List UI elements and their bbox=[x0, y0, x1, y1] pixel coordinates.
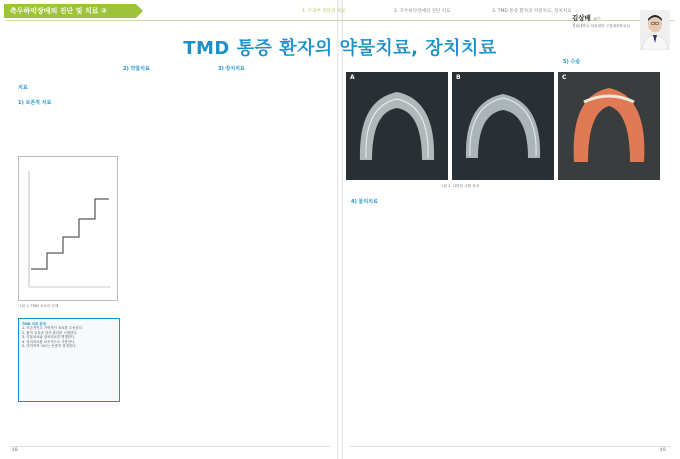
body-paragraph bbox=[18, 92, 120, 97]
summary-box-item: 3. 약물치료와 장치치료를 병행한다. bbox=[22, 335, 76, 340]
running-nav-item: 3. TMD 통증 환자의 약물치료, 장치치료 bbox=[492, 9, 572, 14]
photo-label: A bbox=[350, 74, 355, 81]
figure-1-caption: 그림 1. TMD 치료의 단계 bbox=[18, 304, 59, 308]
summary-box-title: TMD 치료 원칙 bbox=[22, 322, 46, 326]
text-column bbox=[455, 196, 557, 443]
page-gutter bbox=[337, 0, 343, 459]
photo-label: C bbox=[562, 74, 567, 81]
section-heading: 치료 bbox=[18, 85, 28, 91]
text-column bbox=[351, 196, 451, 443]
page-number-left: 48 bbox=[12, 448, 18, 453]
section-tab: 측두하악장애의 진단 및 치료 ③ bbox=[4, 4, 136, 18]
footer-rule bbox=[350, 446, 670, 447]
section-heading: 5) 수술 bbox=[563, 59, 581, 65]
author-block bbox=[572, 13, 636, 29]
summary-box-item: 2. 환자 교육과 자가 관리를 시행한다. bbox=[22, 330, 78, 335]
figure-1-chart bbox=[18, 156, 118, 301]
summary-box-item: 4. 물리치료를 보조적으로 사용한다. bbox=[22, 339, 76, 344]
text-column bbox=[18, 82, 120, 144]
summary-box bbox=[18, 318, 120, 402]
splint-photo-a bbox=[346, 72, 448, 180]
text-column bbox=[563, 56, 667, 443]
article-title: TMD 통증 환자의 약물치료, 장치치료 bbox=[183, 38, 497, 59]
running-nav-item: 2. 측두하악장애의 진단 치료 bbox=[394, 9, 451, 14]
section-heading: 4) 물리치료 bbox=[351, 199, 378, 205]
page-number-right: 49 bbox=[660, 448, 666, 453]
photo-label: B bbox=[456, 74, 461, 81]
footer-rule bbox=[10, 446, 330, 447]
summary-box-item: 5. 비가역적 치료는 신중히 결정한다. bbox=[22, 344, 77, 349]
running-nav-item: 1. 두경부 진단과 치료 bbox=[302, 9, 346, 14]
summary-box-item: 1. 보존적이고 가역적인 치료를 우선한다. bbox=[22, 326, 84, 331]
section-heading: 1) 보존적 치료 bbox=[18, 99, 52, 106]
splint-photo-b bbox=[452, 72, 554, 180]
author-photo bbox=[640, 10, 670, 50]
figure-2-caption: 그림 2. 다양한 교합 장치 bbox=[440, 184, 480, 188]
text-column bbox=[218, 63, 318, 443]
text-column bbox=[123, 63, 215, 443]
section-heading: 3) 장치치료 bbox=[218, 66, 245, 72]
author-affiliation: 경희대학교 치과대학 구강내과학교실 bbox=[572, 24, 630, 28]
section-heading: 2) 약물치료 bbox=[123, 66, 150, 72]
author-name: 김상배 교수 bbox=[572, 14, 601, 22]
section-tab-arrow bbox=[136, 4, 143, 18]
